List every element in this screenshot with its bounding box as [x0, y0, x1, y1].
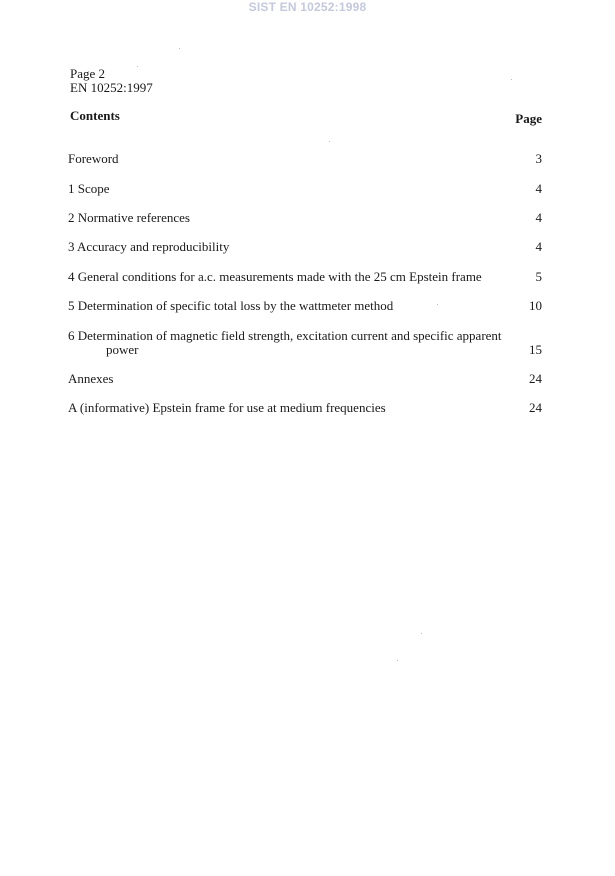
toc-entry-title: 2 Normative references — [68, 210, 190, 225]
toc-entry-normative-references — [68, 211, 542, 225]
toc-entry-accuracy — [68, 240, 542, 254]
toc-entry-annex-a — [68, 401, 542, 415]
toc-entry-general-conditions — [68, 270, 542, 284]
scan-speck — [437, 304, 438, 305]
toc-entry-annexes — [68, 372, 542, 386]
toc-entry-magnetic-field-strength — [68, 329, 542, 357]
toc-entry-title: Foreword — [68, 151, 119, 166]
toc-entry-title: A (informative) Epstein frame for use at medium frequencies — [68, 400, 386, 415]
scan-speck — [137, 66, 138, 67]
toc-entry-page: 10 — [529, 298, 542, 313]
toc-entry-scope — [68, 182, 542, 196]
scan-speck — [179, 48, 180, 49]
scan-speck — [511, 79, 512, 80]
toc-entry-title: 6 Determination of magnetic field strength, excitation current and specific apparent — [68, 328, 502, 343]
standard-designation: EN 10252:1997 — [70, 80, 153, 95]
page-number-label: Page 2 — [70, 66, 106, 81]
scan-speck — [329, 141, 330, 142]
toc-entry-page: 24 — [529, 371, 542, 386]
watermark: SIST EN 10252:1998 — [248, 0, 367, 14]
contents-heading: Contents — [70, 108, 120, 123]
toc-entry-title: Annexes — [68, 371, 114, 386]
scan-speck — [397, 660, 398, 661]
page-column-heading: Page — [515, 111, 542, 126]
toc-entry-title: 1 Scope — [68, 181, 110, 196]
toc-entry-page: 5 — [535, 269, 542, 284]
toc-entry-page: 4 — [535, 239, 542, 254]
toc-entry-page: 15 — [529, 342, 542, 357]
toc-entry-title: 3 Accuracy and reproducibility — [68, 239, 230, 254]
toc-entry-page: 3 — [535, 151, 542, 166]
scan-speck — [421, 633, 422, 634]
toc-entry-specific-total-loss — [68, 299, 542, 313]
toc-entry-foreword — [68, 152, 542, 166]
toc-entry-page: 24 — [529, 400, 542, 415]
toc-entry-page: 4 — [535, 181, 542, 196]
toc-entry-title: 4 General conditions for a.c. measurements made with the 25 cm Epstein frame — [68, 269, 482, 284]
toc-entry-page: 4 — [535, 210, 542, 225]
toc-entry-title-continued: power — [106, 342, 139, 357]
toc-entry-title: 5 Determination of specific total loss by the wattmeter method — [68, 298, 394, 313]
